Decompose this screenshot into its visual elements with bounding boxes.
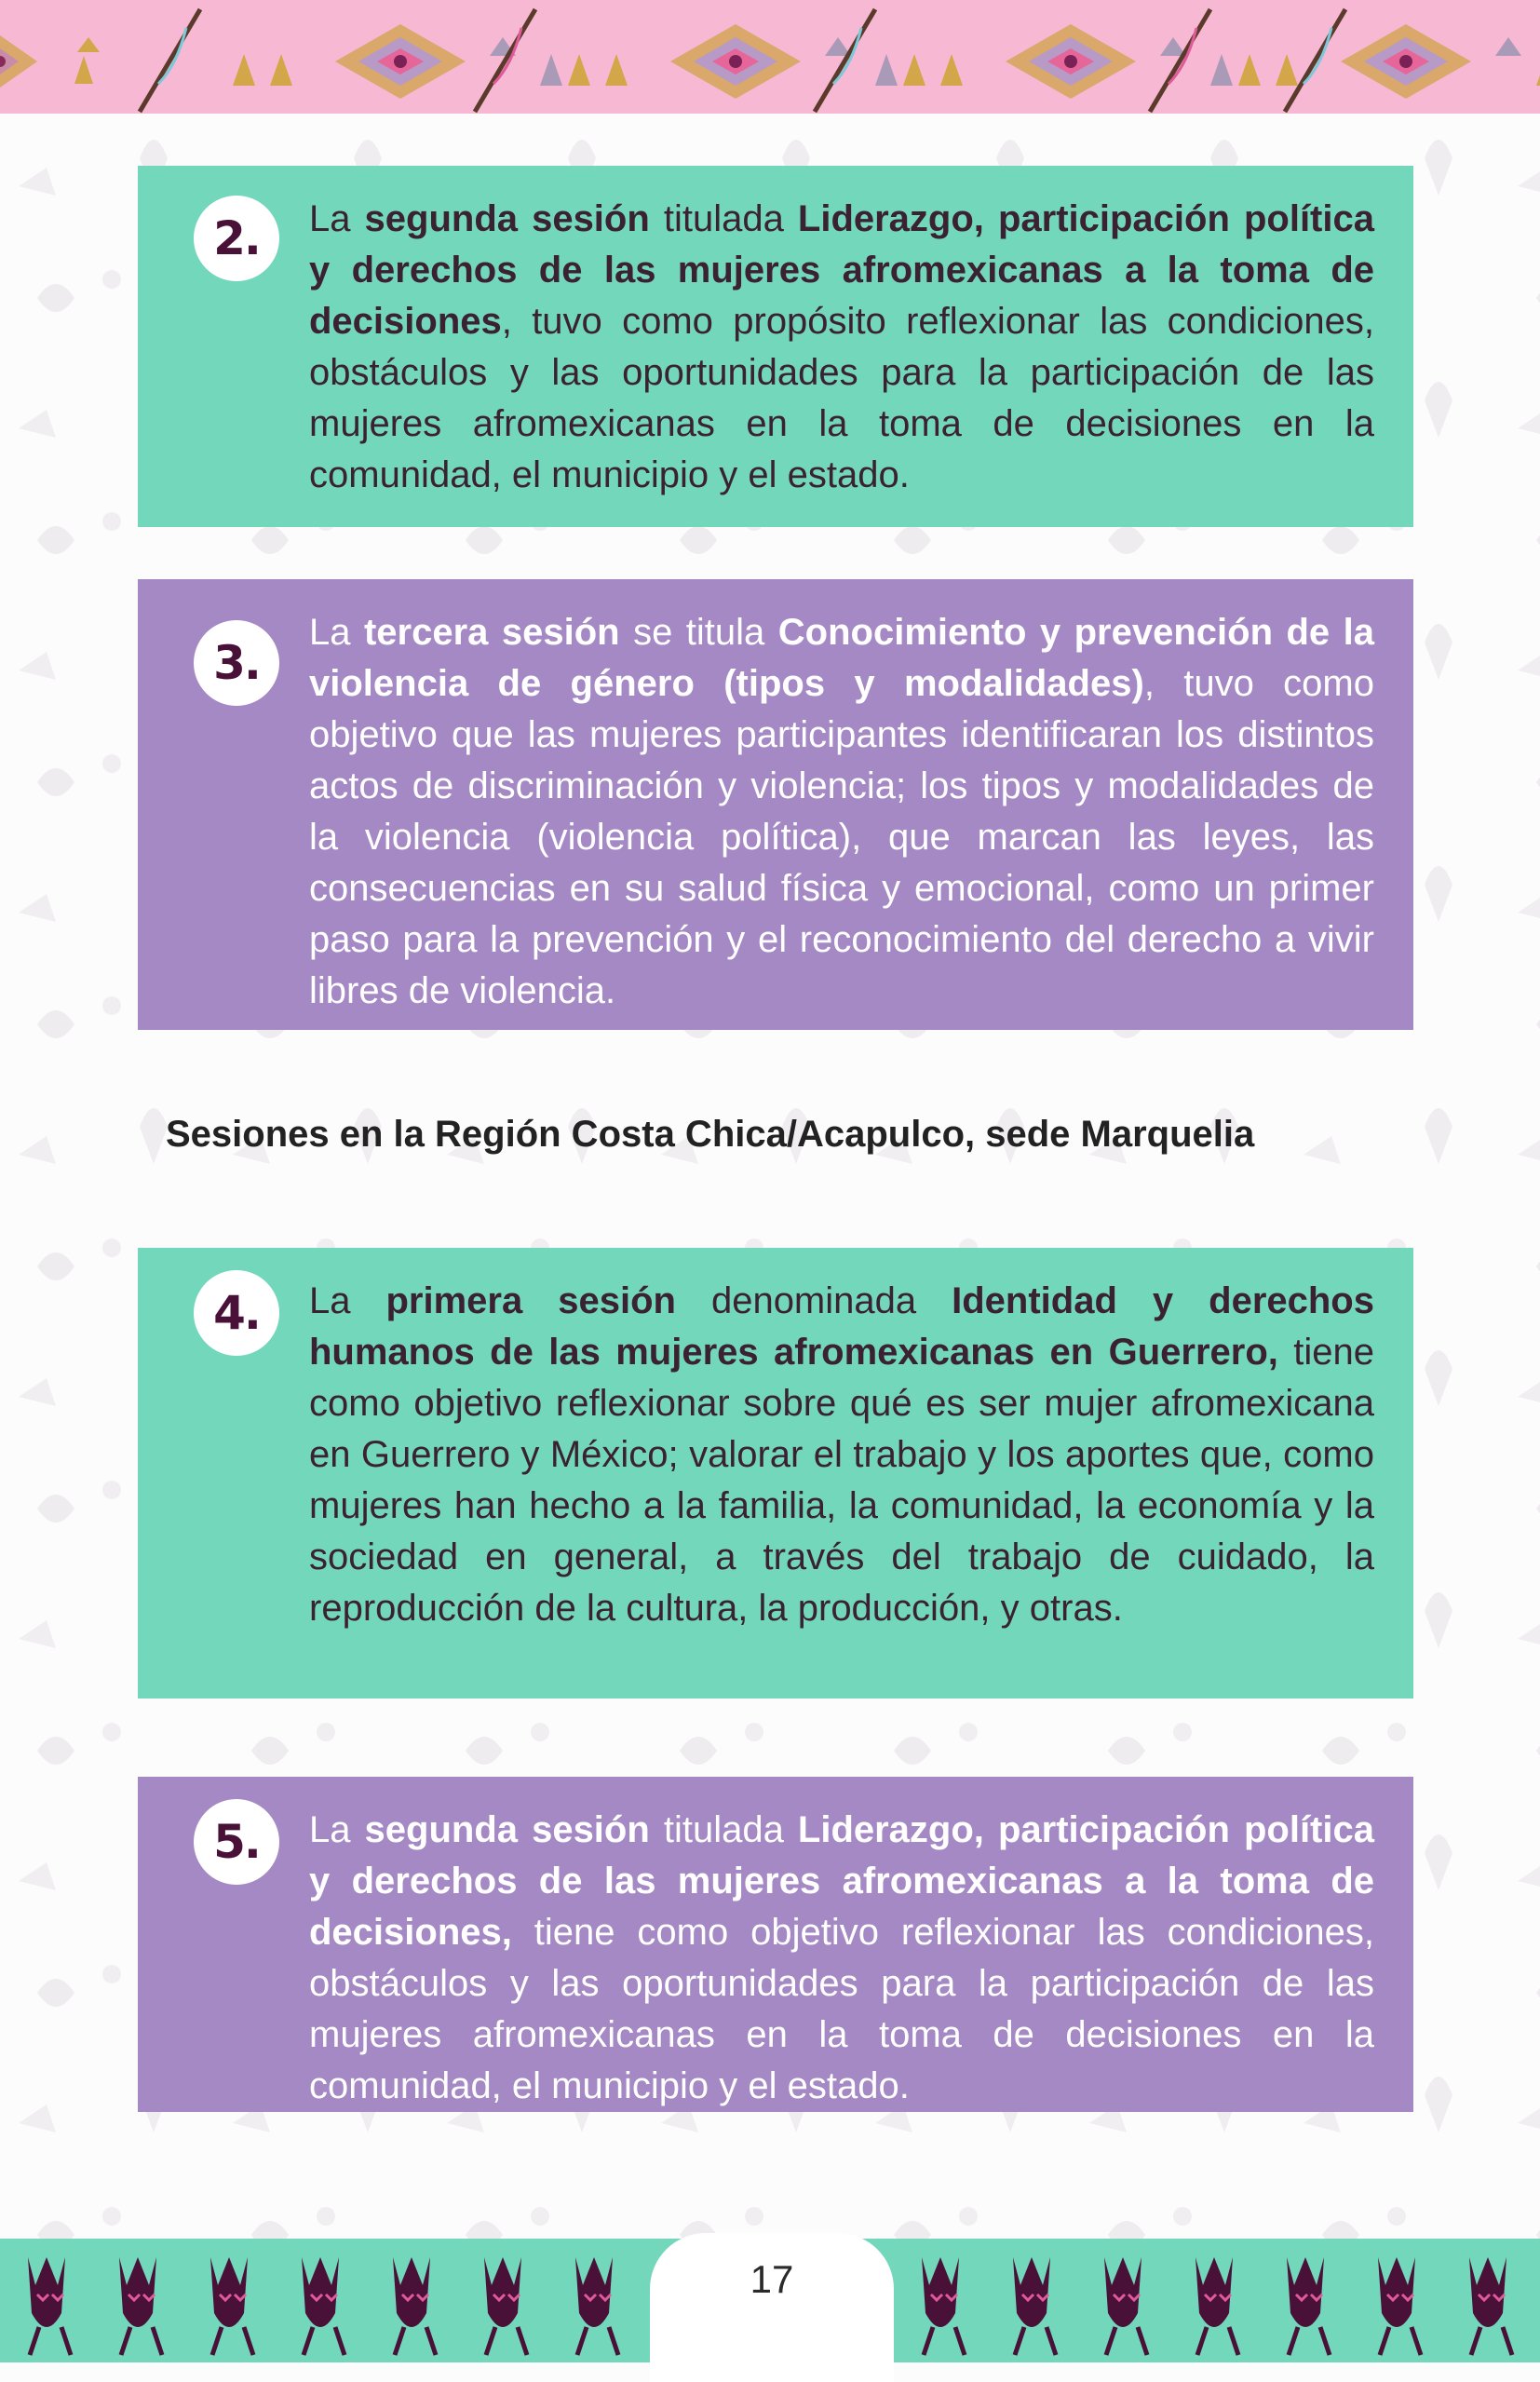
session-number-badge: 3. bbox=[194, 620, 279, 706]
session-description: La primera sesión denominada Identidad y derechos humanos de las mujeres afromexicanas en Guerrero, tiene como objetivo reflexionar sobre qué es ser mujer afromexicana en Guerrero y México; valorar el trabajo y los aportes que, como mujeres han hecho a la familia, la comunidad, la economía y la sociedad en general, a través del trabajo de cuidado, la reproducción de la cultura, la producción, y otras. bbox=[309, 1280, 1375, 1629]
session-number-badge: 5. bbox=[194, 1799, 279, 1885]
section-heading: Sesiones en la Región Costa Chica/Acapulco, sede Marquelia bbox=[166, 1114, 1255, 1155]
session-number-badge: 2. bbox=[194, 196, 279, 281]
session-number-badge: 4. bbox=[194, 1270, 279, 1356]
session-card-2 bbox=[138, 166, 1413, 527]
session-card-4 bbox=[138, 1248, 1413, 1699]
session-card-3 bbox=[138, 579, 1413, 1030]
page-number-tab bbox=[650, 2233, 894, 2382]
session-description: La tercera sesión se titula Conocimiento y prevención de la violencia de género (tipos y modalidades), tuvo como objetivo que las mujeres participantes identificaran los distintos actos de discriminación y violencia; los tipos y modalidades de la violencia (violencia política), que marcan las leyes, las consecuencias en su salud física y emocional, como un primer paso para la prevención y el reconocimiento del derecho a vivir libres de violencia. bbox=[309, 612, 1374, 1011]
top-decorative-border bbox=[0, 0, 1540, 114]
session-description: La segunda sesión titulada Liderazgo, participación política y derechos de las mujeres afromexicanas a la toma de decisiones, tiene como objetivo reflexionar las condiciones, obstáculos y las oportunidades para la participación de las mujeres afromexicanas en la toma de decisiones en la comunidad, el municipio y el estado. bbox=[309, 1809, 1374, 2106]
session-card-5 bbox=[138, 1777, 1413, 2112]
session-description: La segunda sesión titulada Liderazgo, participación política y derechos de las mujeres afromexicanas a la toma de decisiones, tuvo como propósito reflexionar las condiciones, obstáculos y las oportunidades para la participación de las mujeres afromexicanas en la toma de decisiones en la comunidad, el municipio y el estado. bbox=[309, 198, 1374, 495]
page-number: 17 bbox=[750, 2257, 794, 2301]
